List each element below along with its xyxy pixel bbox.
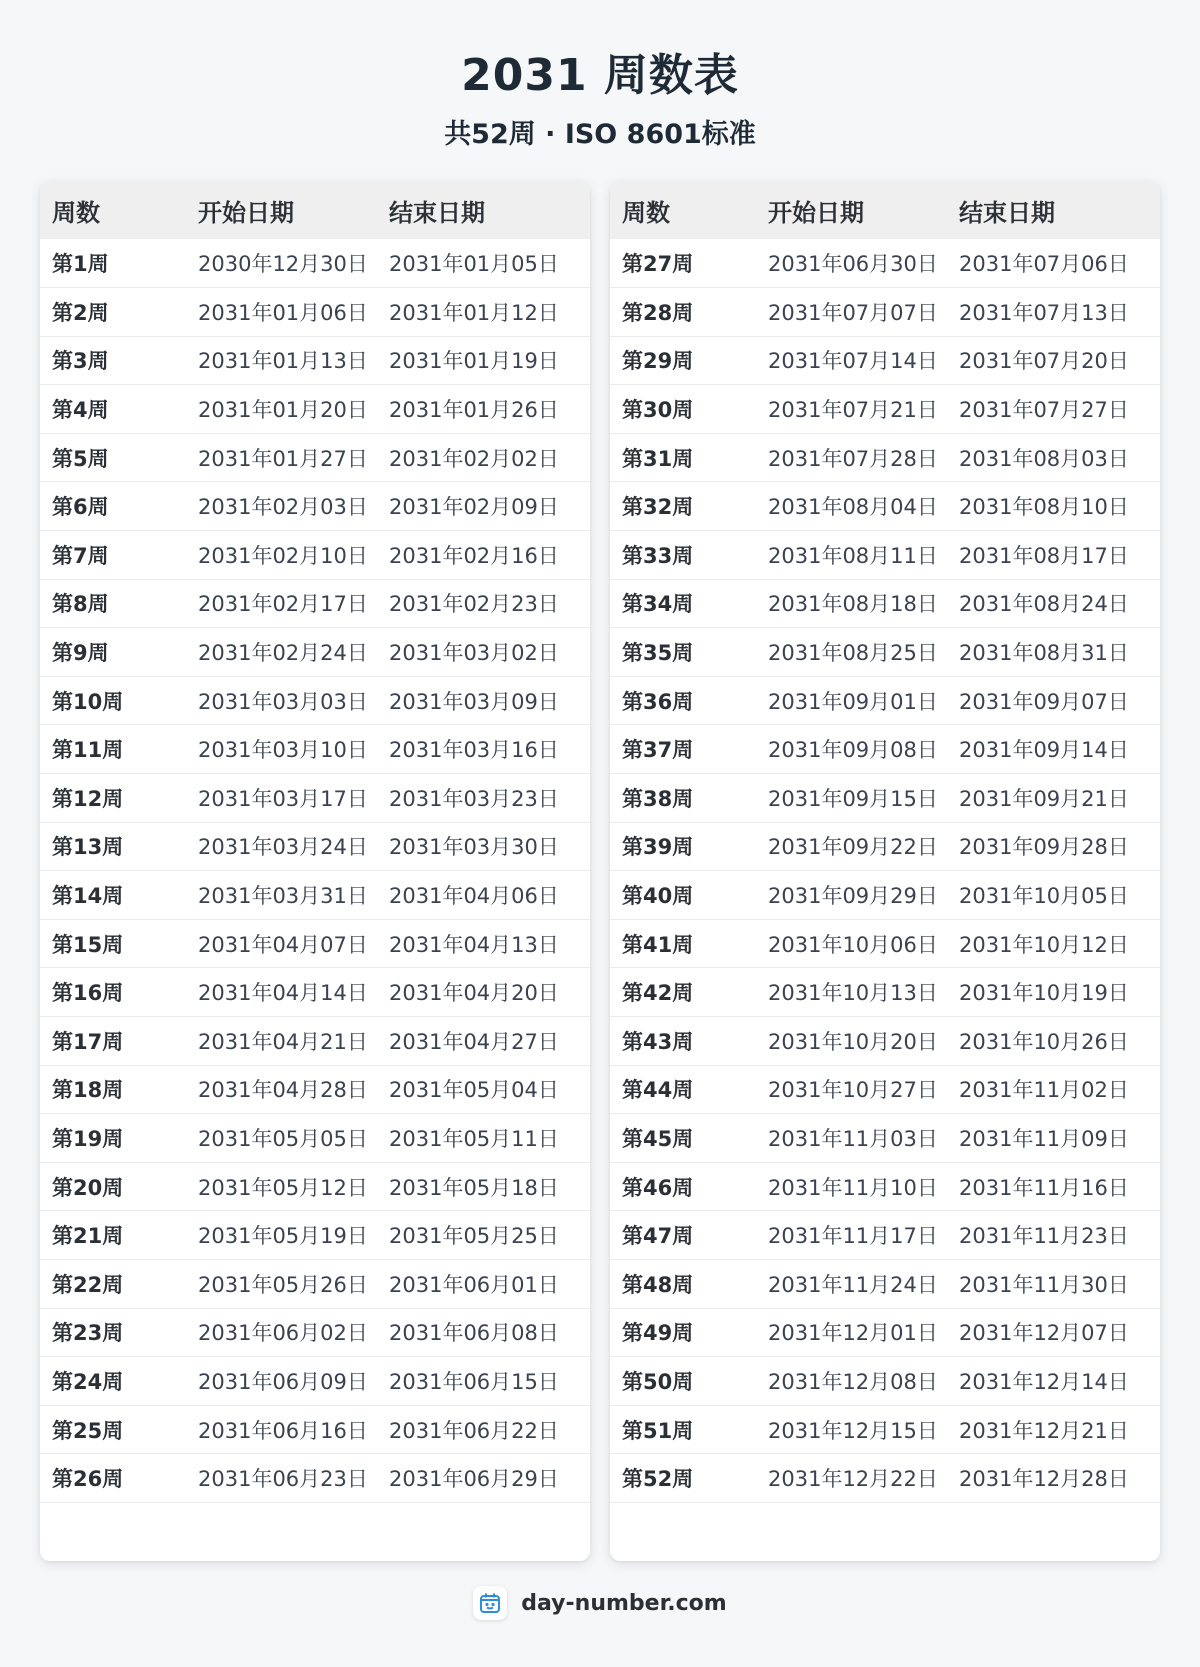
table-row: [610, 1065, 1160, 1114]
start-date-cell: 2030年12月30日: [198, 252, 368, 277]
start-date-cell: 2031年10月13日: [768, 981, 938, 1006]
end-date-cell: 2031年05月25日: [389, 1224, 559, 1249]
week-cell: 第10周: [52, 689, 124, 714]
start-date-cell: 2031年11月10日: [768, 1175, 938, 1200]
week-table-right: [610, 181, 1160, 1561]
week-cell: 第1周: [52, 252, 109, 277]
end-date-cell: 2031年11月23日: [959, 1224, 1129, 1249]
start-date-cell: 2031年07月28日: [768, 446, 938, 471]
end-date-cell: 2031年10月12日: [959, 932, 1129, 957]
table-row: [610, 1405, 1160, 1454]
start-date-cell: 2031年11月24日: [768, 1272, 938, 1297]
table-row: [610, 871, 1160, 920]
start-date-cell: 2031年07月14日: [768, 349, 938, 374]
table-row: [610, 1017, 1160, 1066]
end-date-cell: 2031年05月04日: [389, 1078, 559, 1103]
start-date-cell: 2031年01月20日: [198, 398, 368, 423]
table-row: [40, 822, 590, 871]
week-cell: 第21周: [52, 1224, 124, 1249]
end-date-cell: 2031年03月02日: [389, 641, 559, 666]
table-row: [40, 871, 590, 920]
end-date-cell: 2031年08月24日: [959, 592, 1129, 617]
start-date-cell: 2031年06月02日: [198, 1321, 368, 1346]
end-date-cell: 2031年04月13日: [389, 932, 559, 957]
week-cell: 第31周: [622, 446, 694, 471]
end-date-cell: 2031年08月17日: [959, 543, 1129, 568]
end-date-cell: 2031年12月07日: [959, 1321, 1129, 1346]
week-table-left: [40, 181, 590, 1561]
end-date-cell: 2031年10月26日: [959, 1029, 1129, 1054]
end-date-cell: 2031年06月15日: [389, 1369, 559, 1394]
start-date-cell: 2031年05月12日: [198, 1175, 368, 1200]
week-cell: 第47周: [622, 1224, 694, 1249]
table-row: [610, 1211, 1160, 1260]
start-date-cell: 2031年05月05日: [198, 1126, 368, 1151]
start-date-cell: 2031年02月17日: [198, 592, 368, 617]
week-cell: 第35周: [622, 641, 694, 666]
start-date-cell: 2031年02月03日: [198, 495, 368, 520]
table-row: [40, 239, 590, 288]
start-date-cell: 2031年09月08日: [768, 738, 938, 763]
start-date-cell: 2031年04月14日: [198, 981, 368, 1006]
column-header-end: 结束日期: [389, 198, 485, 227]
week-cell: 第40周: [622, 884, 694, 909]
end-date-cell: 2031年06月22日: [389, 1418, 559, 1443]
week-cell: 第20周: [52, 1175, 124, 1200]
start-date-cell: 2031年02月24日: [198, 641, 368, 666]
week-cell: 第15周: [52, 932, 124, 957]
week-cell: 第34周: [622, 592, 694, 617]
column-header-week: 周数: [52, 198, 100, 227]
table-row: [40, 628, 590, 677]
end-date-cell: 2031年07月27日: [959, 398, 1129, 423]
start-date-cell: 2031年01月06日: [198, 300, 368, 325]
end-date-cell: 2031年03月30日: [389, 835, 559, 860]
end-date-cell: 2031年06月08日: [389, 1321, 559, 1346]
end-date-cell: 2031年09月21日: [959, 786, 1129, 811]
week-cell: 第29周: [622, 349, 694, 374]
end-date-cell: 2031年01月05日: [389, 252, 559, 277]
start-date-cell: 2031年09月29日: [768, 884, 938, 909]
start-date-cell: 2031年05月19日: [198, 1224, 368, 1249]
table-row: [40, 968, 590, 1017]
table-row: [40, 1405, 590, 1454]
week-cell: 第37周: [622, 738, 694, 763]
start-date-cell: 2031年11月17日: [768, 1224, 938, 1249]
week-cell: 第42周: [622, 981, 694, 1006]
week-cell: 第43周: [622, 1029, 694, 1054]
week-cell: 第13周: [52, 835, 124, 860]
week-cell: 第3周: [52, 349, 109, 374]
week-cell: 第27周: [622, 252, 694, 277]
end-date-cell: 2031年08月31日: [959, 641, 1129, 666]
start-date-cell: 2031年08月25日: [768, 641, 938, 666]
end-date-cell: 2031年11月09日: [959, 1126, 1129, 1151]
start-date-cell: 2031年09月01日: [768, 689, 938, 714]
start-date-cell: 2031年12月01日: [768, 1321, 938, 1346]
end-date-cell: 2031年06月01日: [389, 1272, 559, 1297]
table-row: [610, 482, 1160, 531]
week-cell: 第9周: [52, 641, 109, 666]
start-date-cell: 2031年04月28日: [198, 1078, 368, 1103]
end-date-cell: 2031年09月28日: [959, 835, 1129, 860]
week-cell: 第5周: [52, 446, 109, 471]
week-cell: 第41周: [622, 932, 694, 957]
week-cell: 第2周: [52, 300, 109, 325]
table-row: [40, 1114, 590, 1163]
week-cell: 第25周: [52, 1418, 124, 1443]
end-date-cell: 2031年04月27日: [389, 1029, 559, 1054]
table-row: [40, 579, 590, 628]
table-row: [610, 579, 1160, 628]
column-header-end: 结束日期: [959, 198, 1055, 227]
table-row: [610, 531, 1160, 580]
week-cell: 第46周: [622, 1175, 694, 1200]
table-header-row: [40, 181, 590, 239]
start-date-cell: 2031年03月31日: [198, 884, 368, 909]
end-date-cell: 2031年09月07日: [959, 689, 1129, 714]
start-date-cell: 2031年09月22日: [768, 835, 938, 860]
start-date-cell: 2031年10月20日: [768, 1029, 938, 1054]
start-date-cell: 2031年09月15日: [768, 786, 938, 811]
week-cell: 第11周: [52, 738, 124, 763]
start-date-cell: 2031年12月22日: [768, 1467, 938, 1492]
week-cell: 第30周: [622, 398, 694, 423]
end-date-cell: 2031年11月16日: [959, 1175, 1129, 1200]
start-date-cell: 2031年02月10日: [198, 543, 368, 568]
week-cell: 第12周: [52, 786, 124, 811]
table-row: [610, 919, 1160, 968]
table-row: [40, 1259, 590, 1308]
week-cell: 第26周: [52, 1467, 124, 1492]
table-row: [40, 1017, 590, 1066]
end-date-cell: 2031年04月20日: [389, 981, 559, 1006]
table-header-row: [610, 181, 1160, 239]
start-date-cell: 2031年11月03日: [768, 1126, 938, 1151]
table-row: [40, 385, 590, 434]
table-row: [610, 1114, 1160, 1163]
table-row: [610, 1162, 1160, 1211]
end-date-cell: 2031年04月06日: [389, 884, 559, 909]
start-date-cell: 2031年03月03日: [198, 689, 368, 714]
table-row: [610, 774, 1160, 823]
week-cell: 第7周: [52, 543, 109, 568]
end-date-cell: 2031年06月29日: [389, 1467, 559, 1492]
week-cell: 第32周: [622, 495, 694, 520]
week-cell: 第36周: [622, 689, 694, 714]
table-row: [610, 385, 1160, 434]
table-row: [610, 1308, 1160, 1357]
start-date-cell: 2031年06月30日: [768, 252, 938, 277]
table-row: [40, 1065, 590, 1114]
week-cell: 第50周: [622, 1369, 694, 1394]
table-row: [40, 676, 590, 725]
end-date-cell: 2031年09月14日: [959, 738, 1129, 763]
end-date-cell: 2031年12月21日: [959, 1418, 1129, 1443]
start-date-cell: 2031年10月27日: [768, 1078, 938, 1103]
end-date-cell: 2031年08月10日: [959, 495, 1129, 520]
week-cell: 第19周: [52, 1126, 124, 1151]
table-row: [40, 1211, 590, 1260]
end-date-cell: 2031年11月02日: [959, 1078, 1129, 1103]
start-date-cell: 2031年01月13日: [198, 349, 368, 374]
start-date-cell: 2031年03月10日: [198, 738, 368, 763]
start-date-cell: 2031年04月21日: [198, 1029, 368, 1054]
table-row: [40, 482, 590, 531]
week-cell: 第23周: [52, 1321, 124, 1346]
table-row: [610, 239, 1160, 288]
end-date-cell: 2031年02月23日: [389, 592, 559, 617]
end-date-cell: 2031年02月09日: [389, 495, 559, 520]
week-cell: 第24周: [52, 1369, 124, 1394]
site-name[interactable]: day-number.com: [521, 1590, 727, 1616]
table-row: [610, 628, 1160, 677]
table-row: [610, 288, 1160, 337]
end-date-cell: 2031年08月03日: [959, 446, 1129, 471]
week-cell: 第49周: [622, 1321, 694, 1346]
end-date-cell: 2031年10月19日: [959, 981, 1129, 1006]
table-row: [40, 1454, 590, 1503]
start-date-cell: 2031年06月23日: [198, 1467, 368, 1492]
table-row: [40, 336, 590, 385]
start-date-cell: 2031年08月11日: [768, 543, 938, 568]
end-date-cell: 2031年07月06日: [959, 252, 1129, 277]
table-row: [40, 1162, 590, 1211]
start-date-cell: 2031年08月18日: [768, 592, 938, 617]
end-date-cell: 2031年01月19日: [389, 349, 559, 374]
table-row: [610, 1454, 1160, 1503]
table-row: [610, 336, 1160, 385]
table-row: [40, 1308, 590, 1357]
table-row: [40, 288, 590, 337]
page-subtitle: 共52周 · ISO 8601标准: [444, 119, 756, 150]
week-cell: 第45周: [622, 1126, 694, 1151]
page-title: 2031 周数表: [461, 50, 739, 101]
end-date-cell: 2031年05月18日: [389, 1175, 559, 1200]
week-cell: 第6周: [52, 495, 109, 520]
week-cell: 第39周: [622, 835, 694, 860]
footer: [0, 1583, 1200, 1623]
end-date-cell: 2031年02月16日: [389, 543, 559, 568]
start-date-cell: 2031年12月15日: [768, 1418, 938, 1443]
start-date-cell: 2031年10月06日: [768, 932, 938, 957]
end-date-cell: 2031年02月02日: [389, 446, 559, 471]
week-cell: 第17周: [52, 1029, 124, 1054]
column-header-start: 开始日期: [768, 198, 864, 227]
week-cell: 第33周: [622, 543, 694, 568]
table-row: [610, 1357, 1160, 1406]
start-date-cell: 2031年05月26日: [198, 1272, 368, 1297]
end-date-cell: 2031年01月12日: [389, 300, 559, 325]
start-date-cell: 2031年03月24日: [198, 835, 368, 860]
week-cell: 第14周: [52, 884, 124, 909]
week-cell: 第51周: [622, 1418, 694, 1443]
week-cell: 第28周: [622, 300, 694, 325]
start-date-cell: 2031年06月09日: [198, 1369, 368, 1394]
week-cell: 第48周: [622, 1272, 694, 1297]
end-date-cell: 2031年03月09日: [389, 689, 559, 714]
start-date-cell: 2031年07月21日: [768, 398, 938, 423]
end-date-cell: 2031年01月26日: [389, 398, 559, 423]
table-row: [40, 531, 590, 580]
table-row: [40, 725, 590, 774]
calendar-face-icon: [473, 1586, 507, 1620]
start-date-cell: 2031年03月17日: [198, 786, 368, 811]
end-date-cell: 2031年12月14日: [959, 1369, 1129, 1394]
table-row: [610, 968, 1160, 1017]
start-date-cell: 2031年06月16日: [198, 1418, 368, 1443]
week-cell: 第18周: [52, 1078, 124, 1103]
column-header-week: 周数: [622, 198, 670, 227]
end-date-cell: 2031年07月13日: [959, 300, 1129, 325]
table-row: [610, 433, 1160, 482]
week-cell: 第16周: [52, 981, 124, 1006]
start-date-cell: 2031年04月07日: [198, 932, 368, 957]
table-row: [610, 676, 1160, 725]
start-date-cell: 2031年08月04日: [768, 495, 938, 520]
week-cell: 第22周: [52, 1272, 124, 1297]
end-date-cell: 2031年05月11日: [389, 1126, 559, 1151]
end-date-cell: 2031年12月28日: [959, 1467, 1129, 1492]
table-row: [40, 433, 590, 482]
week-cell: 第38周: [622, 786, 694, 811]
end-date-cell: 2031年10月05日: [959, 884, 1129, 909]
table-row: [610, 822, 1160, 871]
start-date-cell: 2031年12月08日: [768, 1369, 938, 1394]
week-cell: 第4周: [52, 398, 109, 423]
column-header-start: 开始日期: [198, 198, 294, 227]
table-row: [40, 774, 590, 823]
table-row: [610, 725, 1160, 774]
week-cell: 第52周: [622, 1467, 694, 1492]
end-date-cell: 2031年03月16日: [389, 738, 559, 763]
week-cell: 第8周: [52, 592, 109, 617]
table-row: [610, 1259, 1160, 1308]
end-date-cell: 2031年07月20日: [959, 349, 1129, 374]
week-cell: 第44周: [622, 1078, 694, 1103]
table-row: [40, 919, 590, 968]
end-date-cell: 2031年03月23日: [389, 786, 559, 811]
start-date-cell: 2031年01月27日: [198, 446, 368, 471]
start-date-cell: 2031年07月07日: [768, 300, 938, 325]
table-row: [40, 1357, 590, 1406]
end-date-cell: 2031年11月30日: [959, 1272, 1129, 1297]
